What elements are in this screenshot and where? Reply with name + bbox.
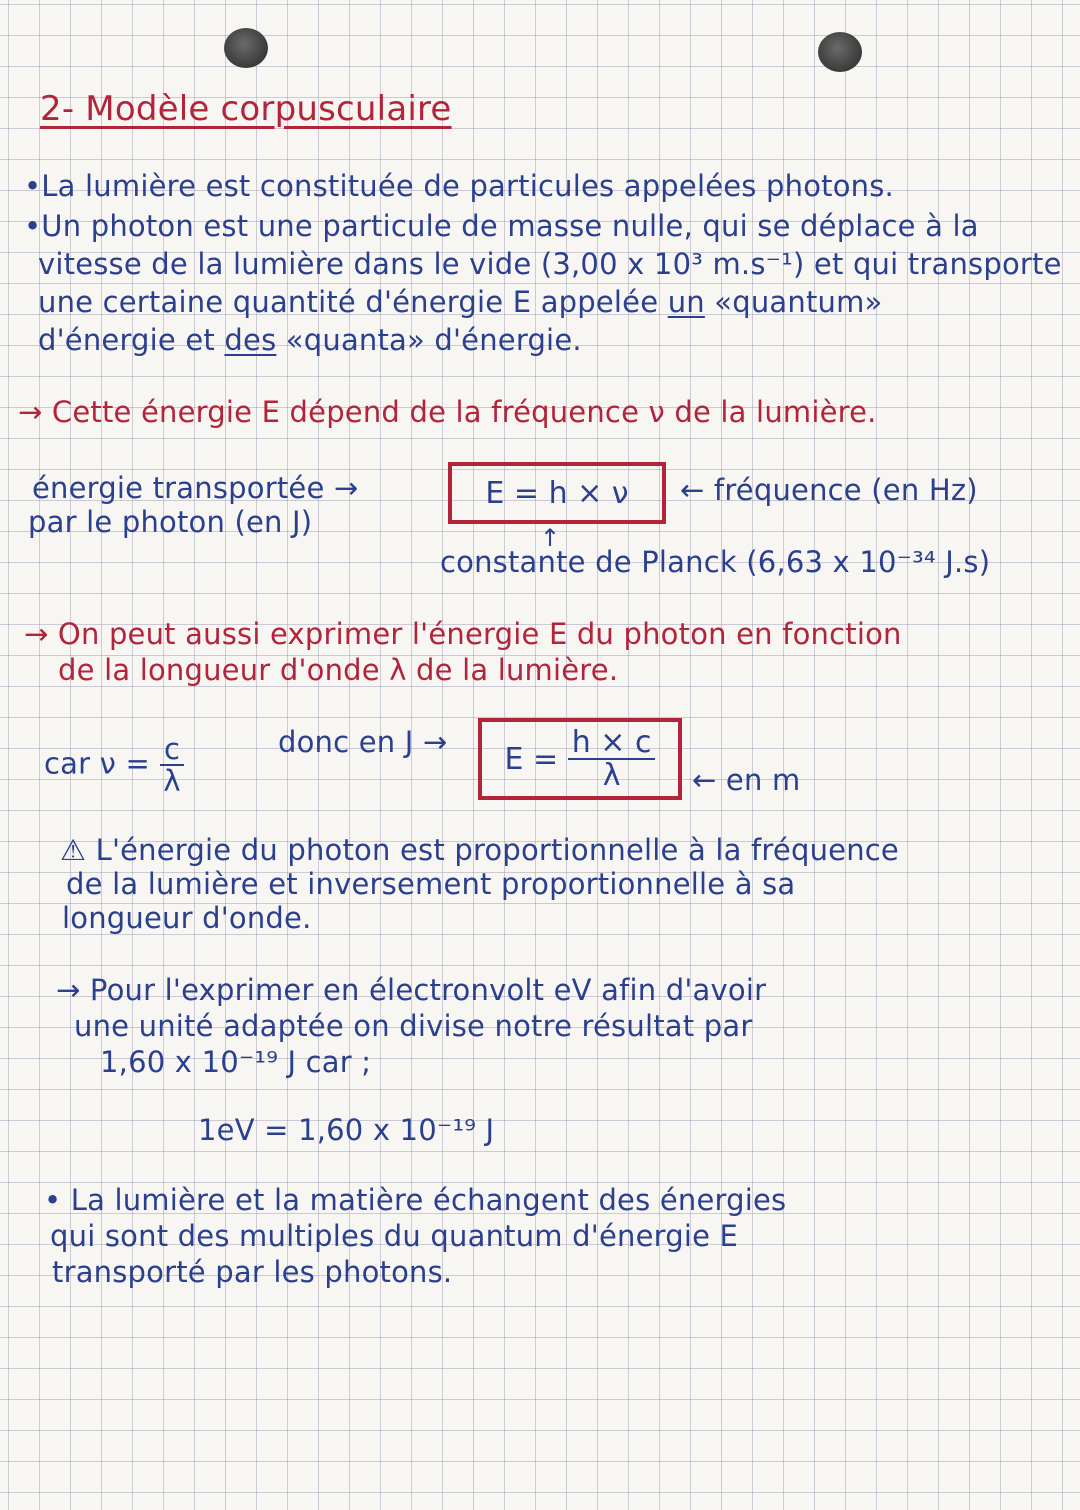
formula-e-hc-lambda-box: E = $\frac{h \times c}{\lambda}$ (478, 718, 682, 800)
formula2-donc-label: donc en J → (278, 725, 448, 759)
bullet-exchange-line-2: qui sont des multiples du quantum d'énergie E (50, 1219, 739, 1253)
arrow-energy-frequency: → Cette énergie E dépend de la fréquence ν de la lumière. (18, 395, 877, 429)
electronvolt-equation: 1eV = 1,60 x 10⁻¹⁹ J (198, 1113, 495, 1147)
electronvolt-line-1: → Pour l'exprimer en électronvolt eV afin d'avoir (56, 973, 767, 1007)
warning-line-2: de la lumière et inversement proportionnelle à sa (66, 867, 796, 901)
arrow-wavelength-line-2: de la longueur d'onde λ de la lumière. (58, 653, 619, 687)
binder-hole-right (818, 32, 862, 72)
formula1-frequency-label: ← fréquence (en Hz) (680, 473, 978, 507)
bullet-exchange-line-1: • La lumière et la matière échangent des énergies (44, 1183, 787, 1217)
formula1-left-line-2: par le photon (en J) (28, 505, 313, 539)
planck-constant-label: constante de Planck (6,63 x 10⁻³⁴ J.s) (440, 545, 991, 579)
electronvolt-line-2: une unité adaptée on divise notre résultat par (74, 1009, 753, 1043)
electronvolt-line-3: 1,60 x 10⁻¹⁹ J car ; (100, 1045, 372, 1079)
bullet-photons-definition: •La lumière est constituée de particules appelées photons. (24, 169, 894, 203)
bullet-photon-line-1: •Un photon est une particule de masse nulle, qui se déplace à la (24, 209, 979, 243)
bullet-exchange-line-3: transporté par les photons. (52, 1255, 453, 1289)
formula2-unit-label: ← en m (692, 763, 801, 797)
section-title: 2- Modèle corpusculaire (40, 89, 452, 129)
bullet-photon-line-3: une certaine quantité d'énergie E appelée un «quantum» (38, 285, 883, 319)
arrow-wavelength-line-1: → On peut aussi exprimer l'énergie E du photon en fonction (24, 617, 902, 651)
binder-hole-left (224, 28, 268, 68)
warning-line-3: longueur d'onde. (62, 901, 312, 935)
formula-e-h-nu-box: E = h × ν (448, 462, 666, 524)
bullet-photon-line-2: vitesse de la lumière dans le vide (3,00 x 10³ m.s⁻¹) et qui transporte (38, 247, 1062, 281)
formula2-car-expression: car ν = $\frac{c}{\lambda}$ (44, 734, 185, 797)
formula1-left-line-1: énergie transportée → (32, 471, 359, 505)
up-arrow-icon: ↑ (540, 524, 561, 552)
bullet-photon-line-4: d'énergie et des «quanta» d'énergie. (38, 323, 582, 357)
warning-line-1: ⚠ L'énergie du photon est proportionnelle à la fréquence (60, 833, 899, 867)
